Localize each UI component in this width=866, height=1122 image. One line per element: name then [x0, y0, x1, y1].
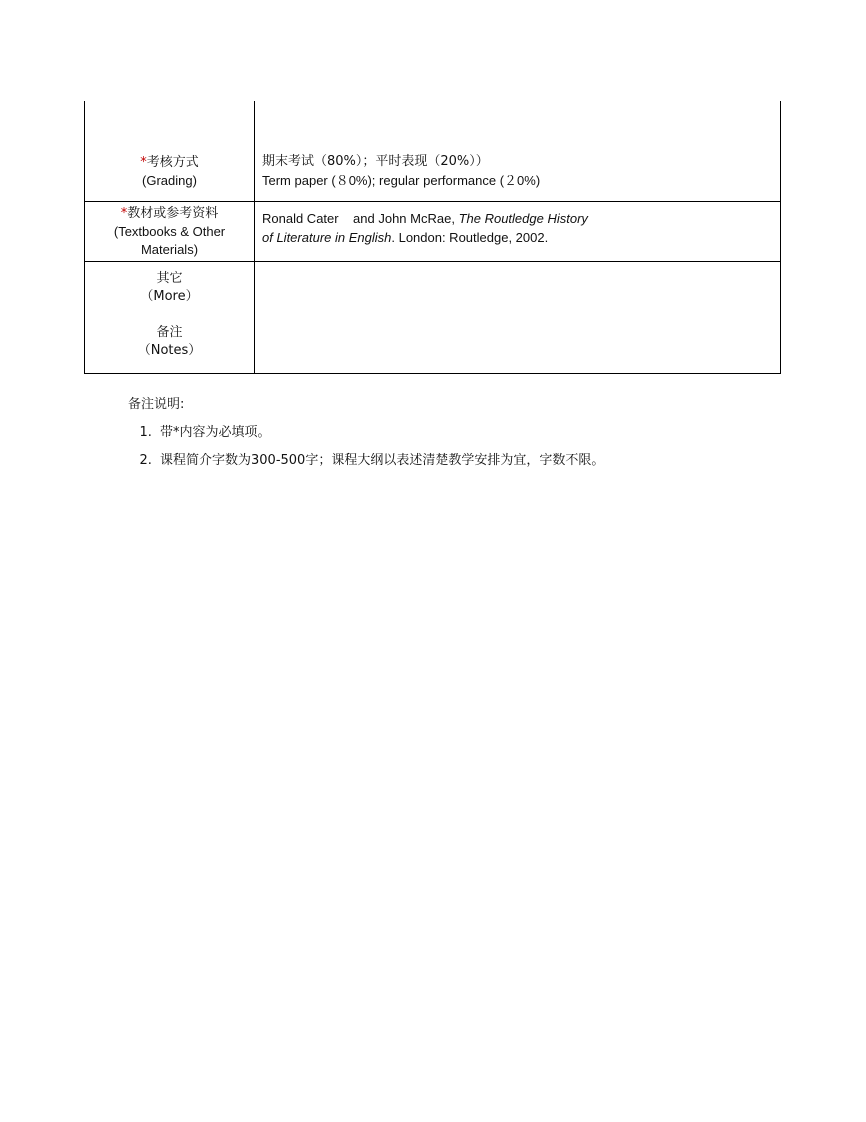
- grading-label-zh: 考核方式: [146, 155, 199, 170]
- textbooks-row: [85, 201, 780, 261]
- footnote-item: 2. 课程简介字数为300-500字；课程大纲以表述清楚教学安排为宜，字数不限。: [156, 452, 604, 470]
- textbook-publisher: . London: Routledge, 2002.: [391, 229, 549, 245]
- grading-value: [255, 101, 780, 201]
- grading-label-en: (Grading): [142, 173, 197, 188]
- footnote-item: 1. 带*内容为必填项。: [156, 424, 604, 442]
- grading-row: [85, 101, 780, 201]
- textbook-title-1: The Routledge History: [458, 210, 588, 226]
- notes-label-zh: 备注: [156, 325, 183, 340]
- textbook-title-2: of Literature in English: [262, 229, 392, 245]
- footnotes-heading: 备注说明:: [128, 397, 185, 412]
- footnotes-list: [128, 424, 604, 470]
- grading-label: [85, 101, 255, 201]
- required-asterisk: *: [120, 205, 128, 221]
- textbook-authors: Ronald Cater and John McRae,: [262, 210, 459, 226]
- textbooks-label-en-1: (Textbooks & Other: [113, 223, 226, 239]
- textbooks-label: [85, 202, 255, 261]
- more-label: [85, 262, 255, 373]
- textbooks-value: [255, 202, 780, 261]
- more-label-zh: 其它: [156, 271, 183, 286]
- textbooks-label-en-2: Materials): [140, 241, 199, 257]
- grading-value-en: Term paper (８0%); regular performance (２0%): [262, 173, 541, 188]
- more-value: [255, 262, 780, 373]
- more-label-en: （More）: [140, 289, 199, 304]
- footnotes: [128, 396, 604, 480]
- textbooks-label-zh: 教材或参考资料: [127, 205, 219, 221]
- notes-label-en: （Notes）: [137, 343, 202, 358]
- more-row: [85, 261, 780, 373]
- course-info-table: [84, 101, 781, 374]
- grading-value-zh: 期末考试（80%）；平时表现（20%））: [262, 154, 489, 169]
- required-asterisk: *: [140, 155, 147, 170]
